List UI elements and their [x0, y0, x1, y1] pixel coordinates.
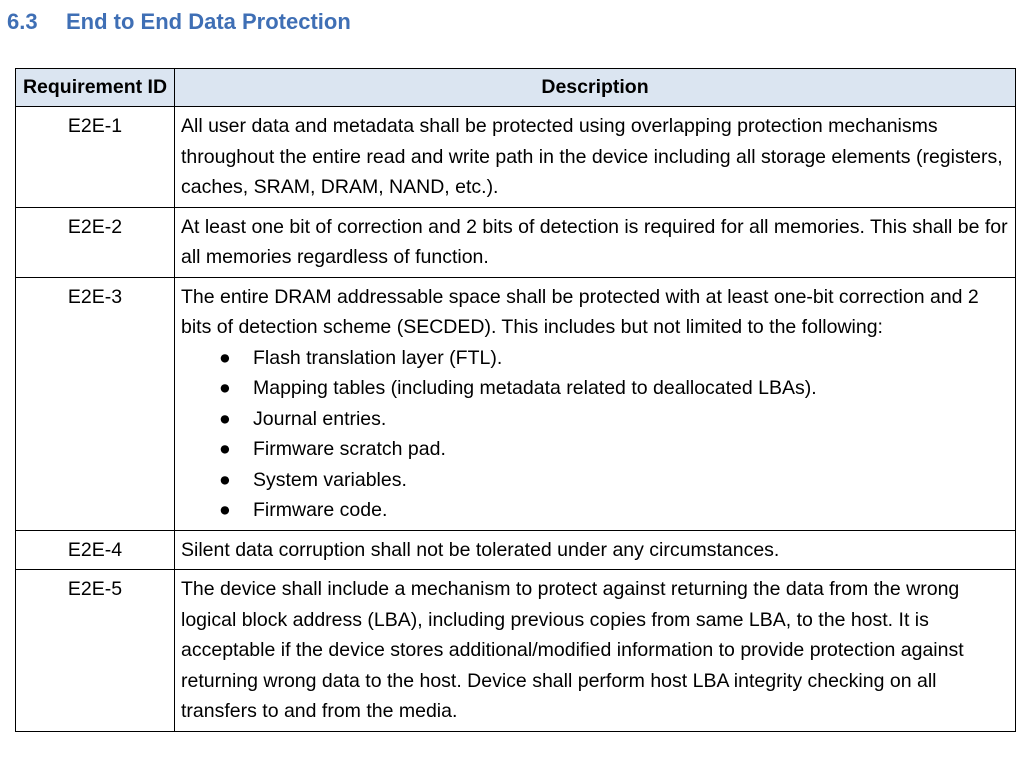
- list-item: [181, 434, 1009, 465]
- list-item: [181, 465, 1009, 496]
- bullet-text: Flash translation layer (FTL).: [253, 346, 503, 369]
- requirement-description: [175, 277, 1016, 530]
- bullet-icon: ●: [219, 468, 231, 491]
- table-row: [16, 207, 1016, 277]
- bullet-text: Firmware scratch pad.: [253, 438, 446, 460]
- section-heading: [7, 7, 351, 37]
- bullet-icon: ●: [219, 346, 231, 369]
- list-item: [181, 343, 1009, 374]
- requirement-id: E2E-5: [16, 570, 175, 732]
- requirement-id: E2E-3: [16, 277, 175, 530]
- table-row: [16, 530, 1016, 570]
- description-text: All user data and metadata shall be protected using overlapping protection mechanisms throughout the entire read and write path in the device including all storage elements (registers, caches, SRAM, DRAM, NAND, etc.).: [181, 115, 1003, 198]
- bullet-list: [181, 343, 1009, 526]
- bullet-text: System variables.: [253, 468, 407, 491]
- table-row: [16, 277, 1016, 530]
- description-text: The entire DRAM addressable space shall be protected with at least one-bit correction and 2 bits of detection scheme (SECDED). This includes but not limited to the following:: [181, 285, 979, 338]
- bullet-text: Firmware code.: [253, 499, 388, 521]
- description-text: Silent data corruption shall not be tolerated under any circumstances.: [181, 538, 780, 561]
- requirements-table: [15, 68, 1016, 732]
- table-row: [16, 107, 1016, 208]
- requirement-id: E2E-1: [16, 107, 175, 208]
- description-text: At least one bit of correction and 2 bits of detection is required for all memories. This shall be for all memories regardless of function.: [181, 215, 1008, 268]
- bullet-icon: ●: [219, 377, 231, 399]
- requirement-description: [175, 207, 1016, 277]
- requirement-description: [175, 570, 1016, 732]
- requirement-id: E2E-2: [16, 207, 175, 277]
- bullet-icon: ●: [219, 499, 231, 521]
- bullet-icon: ●: [219, 438, 231, 460]
- header-requirement-id: Requirement ID: [16, 69, 175, 107]
- header-description: Description: [175, 69, 1016, 107]
- requirement-description: [175, 107, 1016, 208]
- table-header-row: [16, 69, 1016, 107]
- bullet-icon: ●: [219, 407, 231, 430]
- bullet-text: Journal entries.: [253, 407, 387, 430]
- list-item: [181, 404, 1009, 435]
- table-row: [16, 570, 1016, 732]
- description-text: The device shall include a mechanism to protect against returning the data from the wrong logical block address (LBA), including previous copies from same LBA, to the host. It is acceptable if the device stores additional/modified information to provide protection against returning wrong data to the host. Device shall perform host LBA integrity checking on all transfers to and from the media.: [181, 578, 964, 722]
- bullet-text: Mapping tables (including metadata related to deallocated LBAs).: [253, 377, 817, 399]
- section-number: 6.3: [7, 9, 38, 34]
- requirement-description: [175, 530, 1016, 570]
- list-item: [181, 495, 1009, 526]
- requirement-id: E2E-4: [16, 530, 175, 570]
- list-item: [181, 373, 1009, 404]
- section-title: End to End Data Protection: [66, 9, 351, 34]
